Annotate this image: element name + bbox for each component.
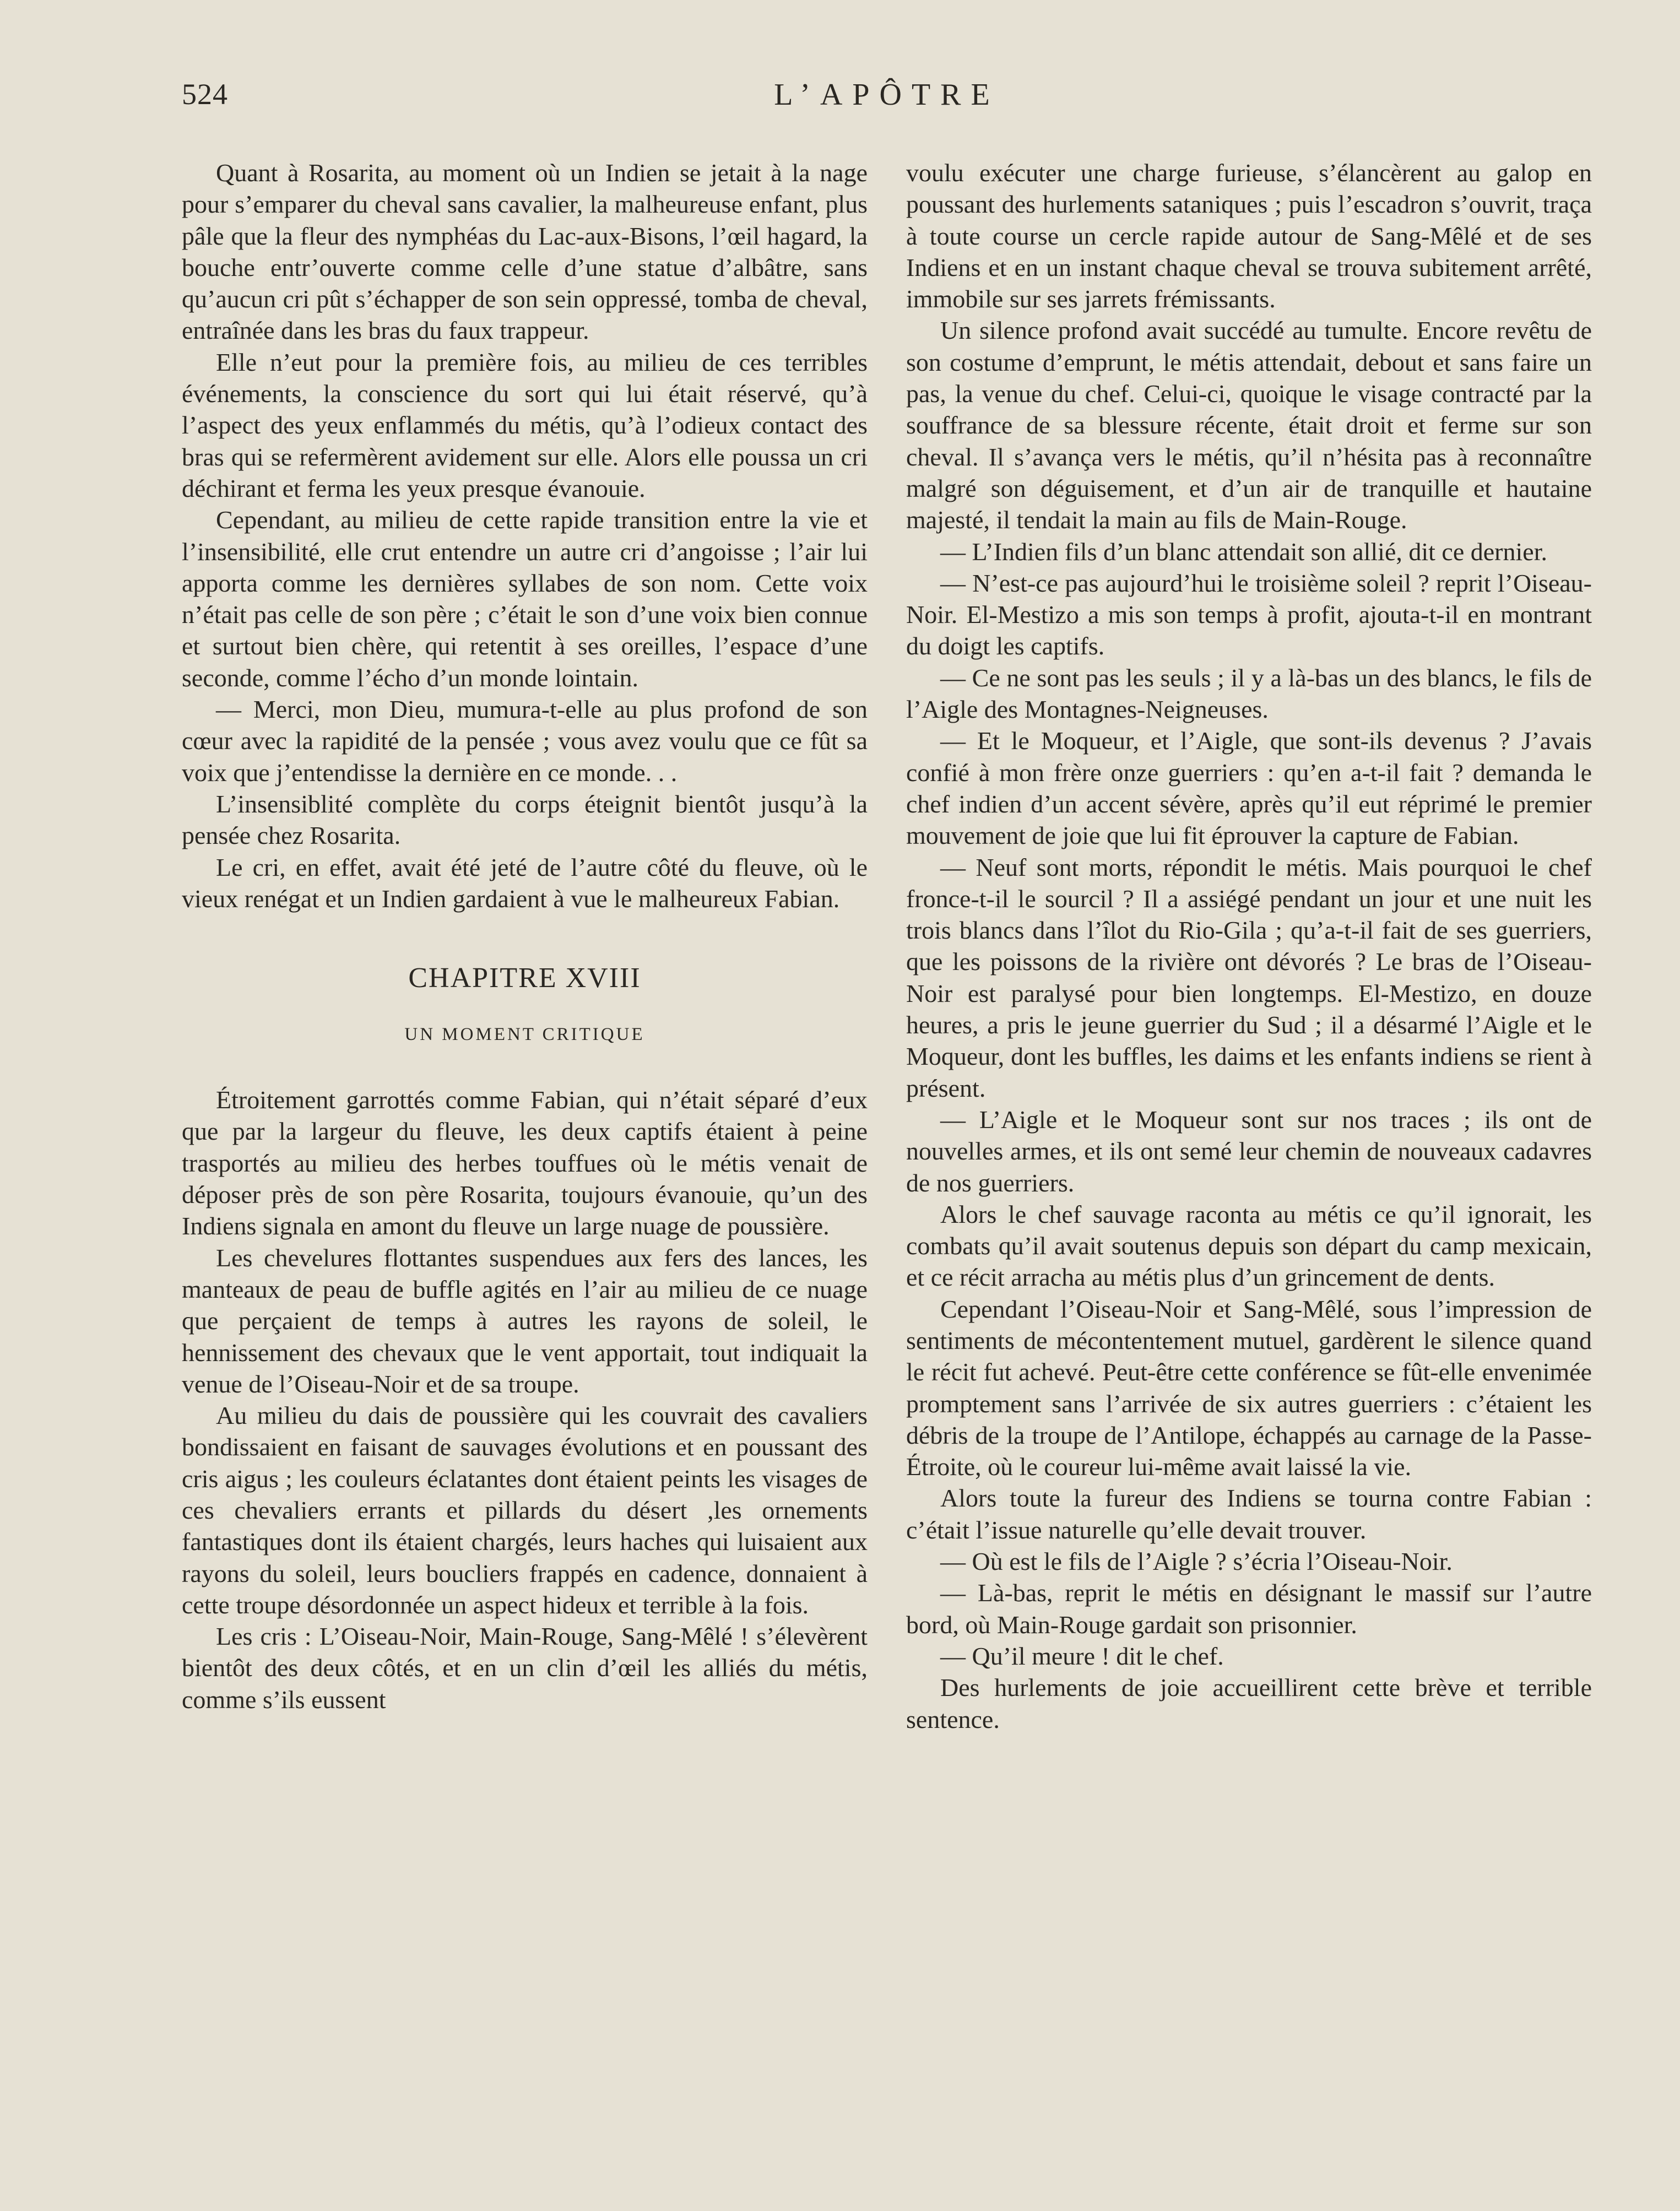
paragraph: Cependant, au milieu de cette rapide transition entre la vie et l’insensibilité, elle crut entendre un autre cri d’angoisse ; l’air lui apporta comme les dernières syllabes de son nom. Cette voix n’était pas celle de son père ; c’était le son d’une voix bien connue et surtout bien chère, qui retentit à ses oreilles, l’espace d’une seconde, comme l’écho d’un monde lointain.	[182, 506, 868, 692]
chapter-title: CHAPITRE XVIII	[408, 962, 641, 994]
paragraph: Les chevelures flottantes suspendues aux fers des lances, les manteaux de peau de buffle agités en l’air au milieu de ce nuage que perçaient de temps à autres les rayons de soleil, le hennissement des chevaux que le vent apportait, tout indiquait la venue de l’Oiseau-Noir et de sa troupe.	[182, 1243, 868, 1398]
paragraph: — Là-bas, reprit le métis en désignant le massif sur l’autre bord, où Main-Rouge gardait son prisonnier.	[906, 1579, 1592, 1639]
right-column	[906, 157, 1592, 1735]
paragraph: Le cri, en effet, avait été jeté de l’autre côté du fleuve, où le vieux renégat et un Indien gardaient à vue le malheureux Fabian.	[182, 853, 868, 913]
paragraph: — L’Indien fils d’un blanc attendait son allié, dit ce dernier.	[940, 537, 1547, 566]
paragraph: Les cris : L’Oiseau-Noir, Main-Rouge, Sang-Mêlé ! s’élevèrent bientôt des deux côtés, et en un clin d’œil les alliés du métis, comme s’ils eussent	[182, 1622, 868, 1714]
paragraph: L’insensiblité complète du corps éteignit bientôt jusqu’à la pensée chez Rosarita.	[182, 789, 868, 850]
paragraph: Alors toute la fureur des Indiens se tourna contre Fabian : c’était l’issue naturelle qu’elle devait trouver.	[906, 1484, 1592, 1544]
paragraph: — Ce ne sont pas les seuls ; il y a là-bas un des blancs, le fils de l’Aigle des Montagnes-Neigneuses.	[906, 663, 1592, 724]
paragraph: — Et le Moqueur, et l’Aigle, que sont-ils devenus ? J’avais confié à mon frère onze guerriers : qu’en a-t-il fait ? demanda le chef indien d’un accent sévère, après qu’il eut réprimé le premier mouvement de joie que lui fit éprouver la capture de Fabian.	[906, 727, 1592, 850]
chapter-subtitle: UN MOMENT CRITIQUE	[404, 1025, 645, 1045]
running-title: L’APÔTRE	[774, 78, 1000, 112]
paragraph: Cependant l’Oiseau-Noir et Sang-Mêlé, sous l’impression de sentiments de mécontentement mutuel, gardèrent le silence quand le récit fut achevé. Peut-être cette conférence se fût-elle envenimée promptement sans l’arrivée de six autres guerriers : c’étaient les débris de la troupe de l’Antilope, échappés au carnage de la Passe-Étroite, où le coureur lui-même avait laissé la vie.	[906, 1294, 1592, 1481]
paragraph: Elle n’eut pour la première fois, au milieu de ces terribles événements, la conscience du sort qui lui était réservé, qu’à l’aspect des yeux enflammés du métis, qu’à l’odieux contact des bras qui se refermèrent avidement sur elle. Alors elle poussa un cri déchirant et ferma les yeux presque évanouie.	[182, 348, 868, 502]
paragraph: — L’Aigle et le Moqueur sont sur nos traces ; ils ont de nouvelles armes, et ils ont semé leur chemin de nouveaux cadavres de nos guerriers.	[906, 1105, 1592, 1197]
page-header	[182, 77, 1592, 127]
paragraph: Au milieu du dais de poussière qui les couvrait des cavaliers bondissaient en faisant de sauvages évolutions et en poussant des cris aigus ; les couleurs éclatantes dont étaient peints les visages de ces chevaliers errants et pillards du désert ,les ornements fantastiques dont ils étaient chargés, leurs haches qui luisaient aux rayons du soleil, leurs boucliers frappés en cadence, donnaient à cette troupe désordonnée un aspect hideux et terrible à la fois.	[182, 1401, 868, 1619]
paragraph: — Qu’il meure ! dit le chef.	[940, 1641, 1224, 1670]
paragraph: — Neuf sont morts, répondit le métis. Mais pourquoi le chef fronce-t-il le sourcil ? Il a assiégé pendant un jour et une nuit les trois blancs dans l’îlot du Rio-Gila ; qu’a-t-il fait de ses guerriers, que les poissons de la rivière ont dévorés ? Le bras de l’Oiseau-Noir est paralysé pour bien longtemps. El-Mestizo, en douze heures, a pris le jeune guerrier du Sud ; il a désarmé l’Aigle et le Moqueur, dont les buffles, les daims et les enfants indiens se rient à présent.	[906, 853, 1592, 1102]
paragraph: Des hurlements de joie accueillirent cette brève et terrible sentence.	[906, 1673, 1592, 1733]
paragraph: — Merci, mon Dieu, mumura-t-elle au plus profond de son cœur avec la rapidité de la pensée ; vous avez voulu que ce fût sa voix que j’entendisse la dernière en ce monde. . .	[182, 695, 868, 787]
paragraph: Alors le chef sauvage raconta au métis ce qu’il ignorait, les combats qu’il avait soutenus depuis son départ du camp mexicain, et ce récit arracha au métis plus d’un grincement de dents.	[906, 1200, 1592, 1292]
paragraph: Un silence profond avait succédé au tumulte. Encore revêtu de son costume d’emprunt, le métis attendait, debout et sans faire un pas, la venue du chef. Celui-ci, quoique le visage contracté par la souffrance de sa blessure récente, était droit et ferme sur son cheval. Il s’avança vers le métis, qu’il n’hésita pas à reconnaître malgré son déguisement, et d’un air de tranquille et hautaine majesté, il tendait la main au fils de Main-Rouge.	[906, 316, 1592, 534]
paragraph: — Où est le fils de l’Aigle ? s’écria l’Oiseau-Noir.	[940, 1547, 1453, 1576]
paragraph-continuation: voulu exécuter une charge furieuse, s’élancèrent au galop en poussant des hurlements sataniques ; puis l’escadron s’ouvrit, traça à toute course un cercle rapide autour de Sang-Mêlé et de ses Indiens et en un instant chaque cheval se trouva subitement arrêté, immobile sur ses jarrets frémissants.	[906, 159, 1592, 313]
left-column	[182, 157, 868, 1715]
paragraph: Étroitement garrottés comme Fabian, qui n’était séparé d’eux que par la largeur du fleuve, les deux captifs étaient à peine trasportés au milieu des herbes touffues où le métis venait de déposer près de son père Rosarita, toujours évanouie, qu’un des Indiens signala en amont du fleuve un large nuage de poussière.	[182, 1086, 868, 1240]
page-number: 524	[182, 78, 228, 111]
paragraph: Quant à Rosarita, au moment où un Indien se jetait à la nage pour s’emparer du cheval sans cavalier, la malheureuse enfant, plus pâle que la fleur des nymphéas du Lac-aux-Bisons, l’œil hagard, la bouche entr’ouverte comme celle d’une statue d’albâtre, sans qu’aucun cri pût s’échapper de son sein oppressé, tomba de cheval, entraînée dans les bras du faux trappeur.	[182, 159, 868, 345]
paragraph: — N’est-ce pas aujourd’hui le troisième soleil ? reprit l’Oiseau-Noir. El-Mestizo a mis son temps à profit, ajouta-t-il en montrant du doigt les captifs.	[906, 568, 1592, 660]
